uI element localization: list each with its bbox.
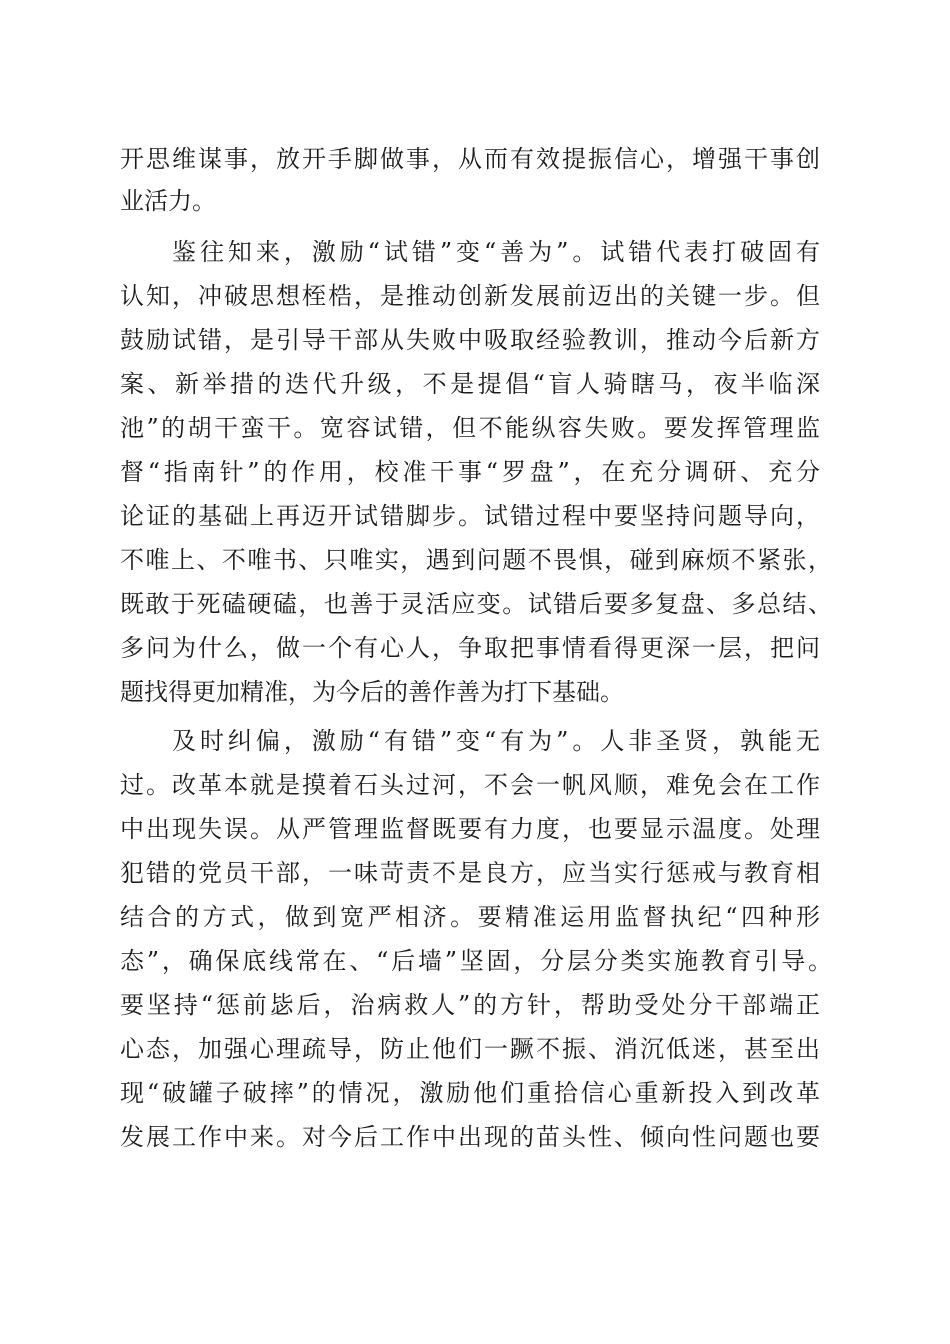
text-line: 既敢于死磕硬磕，也善于灵活应变。试错后要多复盘、多总结、 — [120, 590, 832, 618]
text-line: 鼓励试错，是引导干部从失败中吸取经验教训，推动今后新方 — [120, 326, 820, 354]
text-line: 现“破罐子破摔”的情况，激励他们重拾信心重新投入到改革 — [120, 1079, 820, 1107]
text-line: 中出现失误。从严管理监督既要有力度，也要显示温度。处理 — [120, 815, 820, 843]
text-line: 题找得更加精准，为今后的善作善为打下基础。 — [120, 678, 624, 706]
text-line: 认知，冲破思想桎梏，是推动创新发展前迈出的关键一步。但 — [120, 282, 820, 310]
text-line: 业活力。 — [120, 187, 216, 215]
text-line: 开思维谋事，放开手脚做事，从而有效提振信心，增强干事创 — [120, 145, 820, 173]
text-line: 发展工作中来。对今后工作中出现的苗头性、倾向性问题也要 — [120, 1123, 820, 1151]
text-line: 要坚持“惩前毖后，治病救人”的方针，帮助受处分干部端正 — [120, 991, 820, 1019]
text-line: 过。改革本就是摸着石头过河，不会一帆风顺，难免会在工作 — [120, 771, 820, 799]
text-line: 多问为什么，做一个有心人，争取把事情看得更深一层，把问 — [120, 634, 820, 662]
text-line: 论证的基础上再迈开试错脚步。试错过程中要坚持问题导向， — [120, 502, 820, 530]
text-line: 督“指南针”的作用，校准干事“罗盘”，在充分调研、充分 — [120, 458, 820, 486]
text-line: 态”，确保底线常在、“后墙”坚固，分层分类实施教育引导。 — [120, 947, 832, 975]
paragraph-first-line: 及时纠偏，激励“有错”变“有为”。人非圣贤，孰能无 — [172, 727, 820, 755]
text-line: 案、新举措的迭代升级，不是提倡“盲人骑瞎马，夜半临深 — [120, 370, 820, 398]
text-line: 犯错的党员干部，一味苛责不是良方，应当实行惩戒与教育相 — [120, 859, 820, 887]
text-line: 结合的方式，做到宽严相济。要精准运用监督执纪“四种形 — [120, 903, 820, 931]
text-line: 不唯上、不唯书、只唯实，遇到问题不畏惧，碰到麻烦不紧张， — [120, 546, 832, 574]
text-line: 池”的胡干蛮干。宽容试错，但不能纵容失败。要发挥管理监 — [120, 414, 820, 442]
paragraph-first-line: 鉴往知来，激励“试错”变“善为”。试错代表打破固有 — [172, 238, 820, 266]
text-line: 心态，加强心理疏导，防止他们一蹶不振、消沉低迷，甚至出 — [120, 1035, 820, 1063]
